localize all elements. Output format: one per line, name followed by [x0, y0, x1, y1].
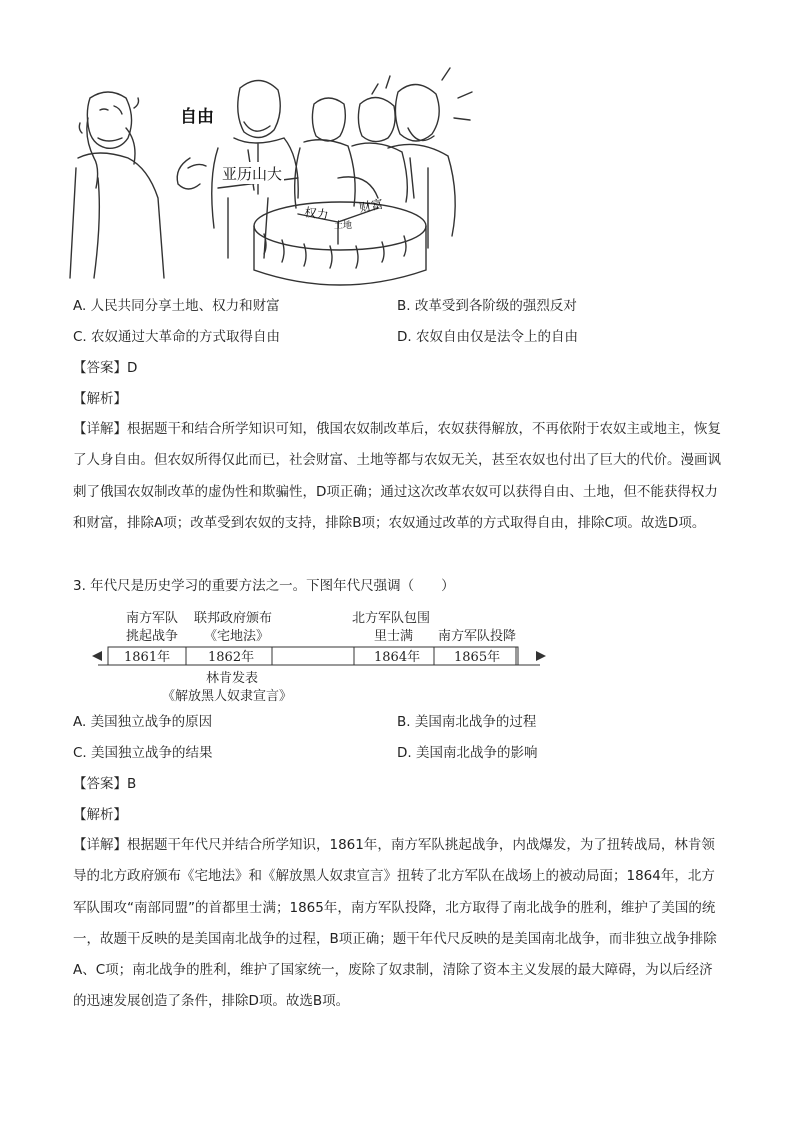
label-wealth: 财富: [358, 196, 385, 215]
q2-option-b: B. 改革受到各阶级的强烈反对: [397, 298, 577, 314]
year-1864: 1864年: [374, 650, 421, 665]
q2-option-a: A. 人民共同分享土地、权力和财富: [73, 298, 280, 314]
arrow-left-icon: [92, 651, 102, 661]
q3-option-c: C. 美国独立战争的结果: [73, 745, 213, 761]
cake: [254, 202, 426, 285]
q3-detail: 【详解】根据题干年代尺并结合所学知识，1861年，南方军队挑起战争，内战爆发，为了扭转战局，林肯领导的北方政府颁布《宅地法》和《解放黑人奴隶宣言》扭转了北方军队在战场上的被动局面；1864年，北方军队围攻“南部同盟”的首都里士满；1865年，南方军队投降，北方取得了南北战争的胜利，维护了美国的统一，故题干反映的是美国南北战争的过程，B项正确；题干年代尺反映的是美国南北战争，而非独立战争排除A、C项；南北战争的胜利，维护了国家统一，废除了奴隶制，清除了资本主义发展的最大障碍，为以后经济的迅速发展创造了条件，排除D项。故选B项。: [73, 837, 717, 1010]
event-richmond-siege-1: 北方军队包围: [352, 611, 431, 626]
q2-option-d: D. 农奴自由仅是法令上的自由: [397, 329, 578, 345]
peasant-figure: [70, 92, 164, 278]
label-alexander: 亚历山大: [222, 165, 283, 183]
event-south-starts-war-1: 南方军队: [126, 611, 179, 626]
event-emancipation-1: 林肯发表: [206, 671, 259, 686]
event-emancipation-2: 《解放黑人奴隶宣言》: [162, 689, 293, 704]
year-1862: 1862年: [208, 650, 255, 665]
q3-analysis-label: 【解析】: [73, 807, 127, 823]
q2-detail: 【详解】根据题干和结合所学知识可知，俄国农奴制改革后，农奴获得解放，不再依附于农奴主或地主，恢复了人身自由。但农奴所得仅此而已，社会财富、土地等都与农奴无关，甚至农奴也付出了巨大的代价。漫画讽刺了俄国农奴制改革的虚伪性和欺骗性，D项正确；通过这次改革农奴可以获得自由、土地，但不能获得权力和财富，排除A项；改革受到农奴的支持，排除B项；农奴通过改革的方式取得自由，排除C项。故选D项。: [73, 421, 721, 531]
event-richmond-siege-2: 里士满: [374, 629, 414, 644]
label-land: 土地: [334, 221, 353, 231]
label-freedom: 自由: [180, 107, 214, 127]
arrow-right-icon: [536, 651, 546, 661]
q3-answer: 【答案】B: [73, 776, 137, 792]
q2-answer: 【答案】D: [73, 360, 138, 376]
year-1861: 1861年: [124, 650, 171, 665]
event-south-surrenders: 南方军队投降: [438, 629, 517, 644]
event-homestead-act-2: 《宅地法》: [204, 629, 270, 644]
q2-option-c: C. 农奴通过大革命的方式取得自由: [73, 329, 281, 345]
political-cartoon: [68, 58, 480, 288]
q3-option-d: D. 美国南北战争的影响: [397, 745, 538, 761]
q3-stem: 3. 年代尺是历史学习的重要方法之一。下图年代尺强调（ ）: [73, 578, 455, 594]
timeline-chart: [88, 604, 558, 704]
q3-option-b: B. 美国南北战争的过程: [397, 714, 537, 730]
q3-option-a: A. 美国独立战争的原因: [73, 714, 213, 730]
q2-analysis-label: 【解析】: [73, 391, 127, 407]
year-1865: 1865年: [454, 650, 501, 665]
label-power: 权力: [303, 205, 330, 223]
event-homestead-act-1: 联邦政府颁布: [194, 611, 273, 626]
event-south-starts-war-2: 挑起战争: [126, 629, 179, 644]
